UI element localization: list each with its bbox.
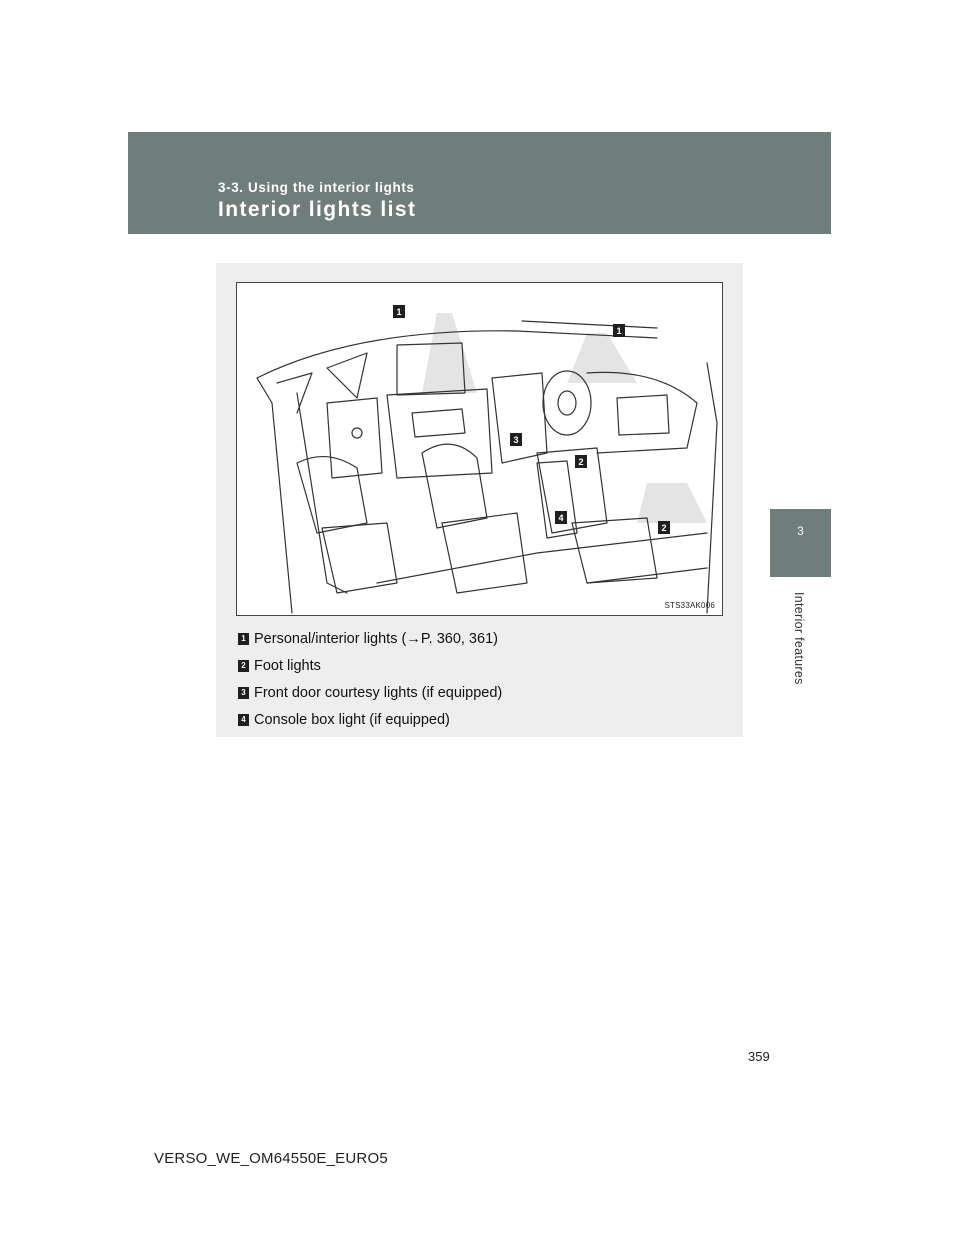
legend-text: Foot lights	[254, 657, 321, 674]
legend-text: Console box light (if equipped)	[254, 711, 450, 728]
chapter-label: Interior features	[792, 592, 806, 685]
callout-4: 4	[555, 511, 567, 524]
legend-list	[238, 625, 718, 733]
callout-3: 3	[510, 433, 522, 446]
page-number: 359	[748, 1049, 770, 1064]
number-badge: 3	[238, 687, 249, 699]
legend-item-4	[238, 706, 718, 733]
legend-item-3	[238, 679, 718, 706]
chapter-number: 3	[797, 524, 804, 538]
number-badge: 4	[238, 714, 249, 726]
page-title: Interior lights list	[218, 198, 417, 221]
callout-1-rear: 1	[393, 305, 405, 318]
callout-1-front: 1	[613, 324, 625, 337]
legend-item-1	[238, 625, 718, 652]
document-id: VERSO_WE_OM64550E_EURO5	[154, 1150, 388, 1167]
callout-2-right: 2	[658, 521, 670, 534]
illustration-panel	[216, 263, 743, 737]
arrow-icon: →	[406, 630, 421, 647]
number-badge: 1	[238, 633, 249, 645]
section-header	[128, 132, 831, 234]
legend-text: Personal/interior lights (	[254, 630, 407, 647]
figure-code: STS33AK006	[664, 601, 715, 610]
callout-2-center: 2	[575, 455, 587, 468]
car-interior-drawing	[237, 283, 723, 616]
car-interior-illustration	[236, 282, 723, 616]
section-label: 3-3. Using the interior lights	[218, 180, 415, 195]
page-reference-link[interactable]: P. 360, 361)	[420, 630, 498, 647]
chapter-tab[interactable]	[770, 509, 831, 577]
legend-item-2	[238, 652, 718, 679]
number-badge: 2	[238, 660, 249, 672]
legend-text: Front door courtesy lights (if equipped)	[254, 684, 503, 701]
